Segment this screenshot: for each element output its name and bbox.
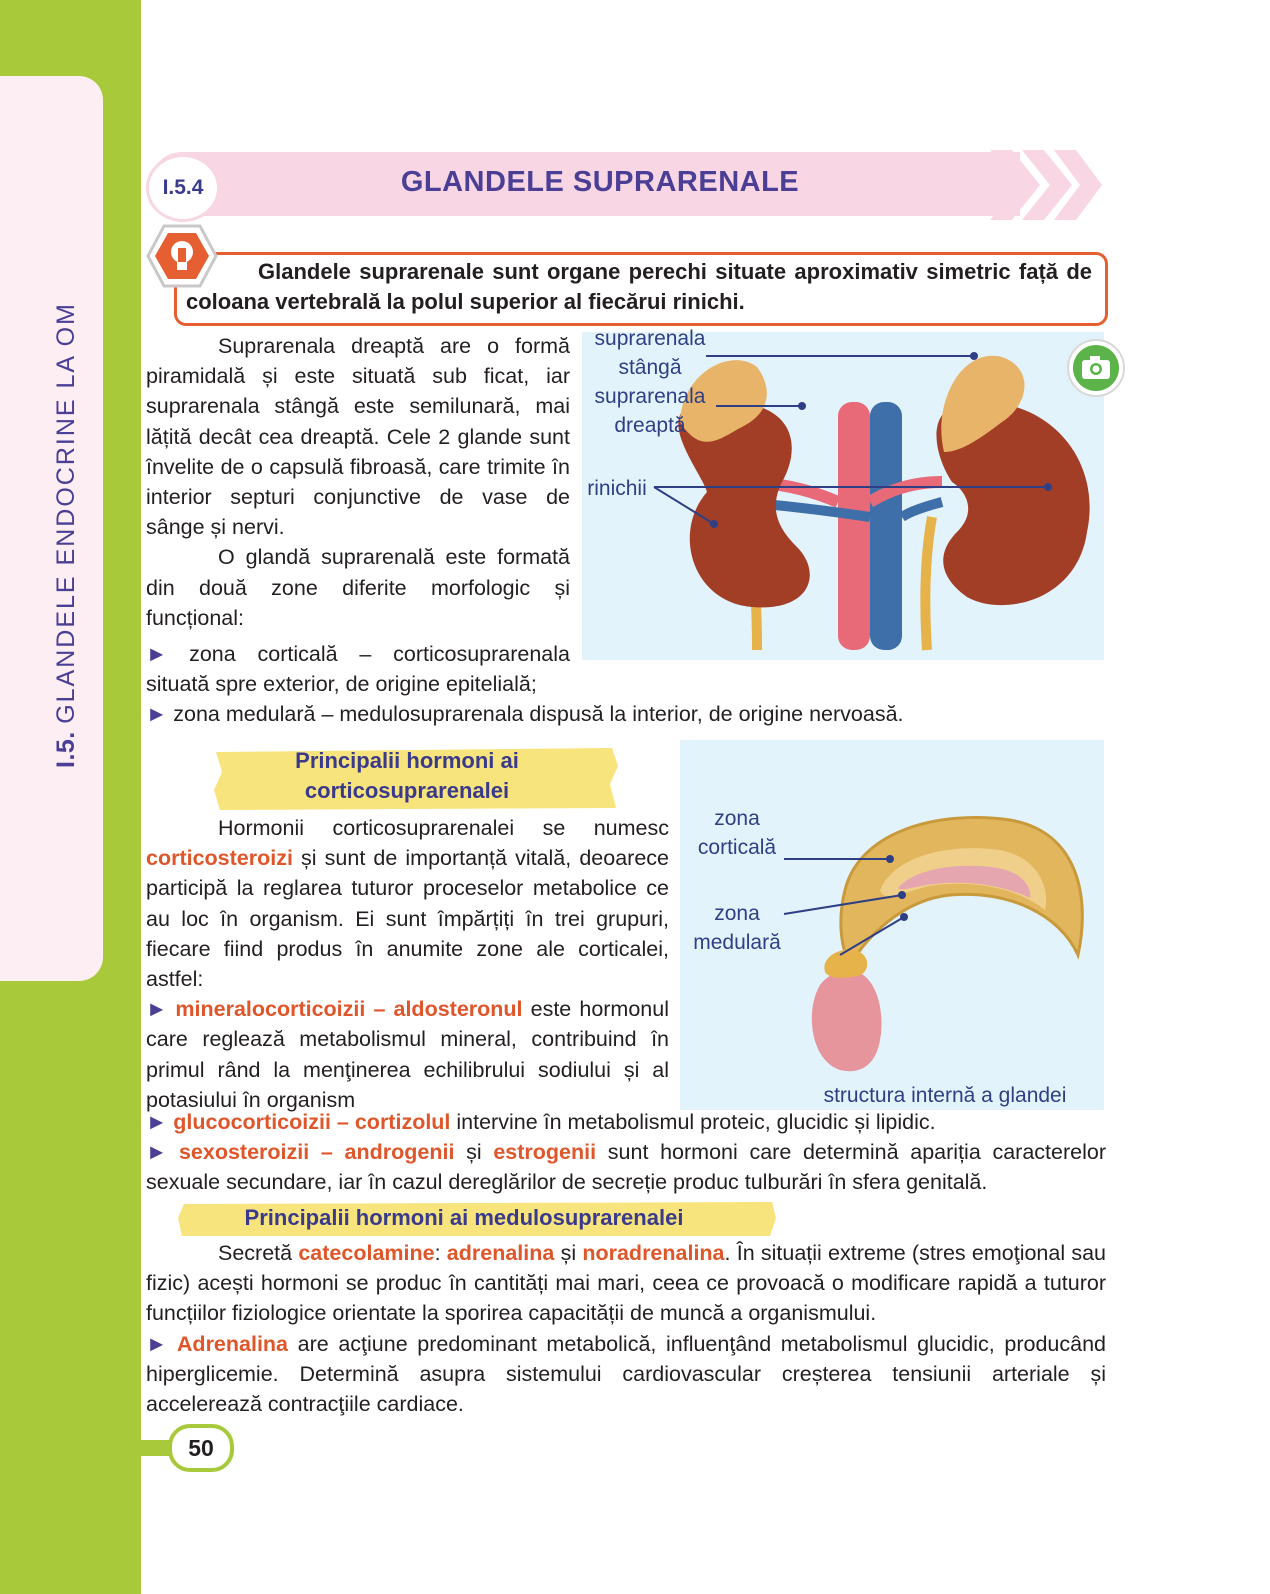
triangle-bullet-icon: ► [146, 1140, 168, 1165]
medulo-p-rest: . În situații extreme (stres emoţional sau fizic) acești hormoni se produc în cantități mai mari, ceea ce provoacă o modificare rapidă a tuturor funcțiilor fiziologice orientate la sporirea capacității de muncă a organismului. [146, 1241, 1106, 1326]
bullet-medular [146, 699, 1106, 729]
intro-text [186, 257, 1092, 317]
bullet-sexosteroizi-text: sunt hormoni care determină apariția caracterelor sexuale secundare, iar în cazul dereglărilor de secreție produc tulburări în sfera genitală. [146, 1140, 1106, 1195]
term-corticosteroizi: corticosteroizi [146, 846, 293, 871]
label-right-gland: suprarenala dreaptă [594, 385, 706, 437]
medulo-paragraph [146, 1238, 1106, 1329]
page-number: 50 [168, 1424, 234, 1472]
chapter-number: I.5. [52, 731, 80, 768]
term-glucocorticoizi: glucocorticoizii – cortizolul [173, 1110, 451, 1134]
label-zona-medulara: zona medulară [693, 902, 781, 954]
bullet-mineralocorticoizi-text: este hormonul care reglează metabolismul mineral, contribuind în primul rând la menţinerea echilibrului sodiului și al potasiului în organism [146, 997, 669, 1112]
cortico-intro-before: Hormonii corticosuprarenalei se numesc [218, 816, 669, 840]
label-kidneys: rinichii [587, 477, 647, 500]
label-left-gland: suprarenala stângă [594, 327, 706, 379]
paragraph-suprarenala: Suprarenala dreaptă are o formă piramidală și este situată sub ficat, iar suprarenala stângă este semilunară, mai lățită decât cea dreaptă. Cele 2 glande sunt învelite de o capsulă fibroasă, care trimite în interior septuri conjunctive de vase de sânge și nervi. [146, 334, 570, 540]
cortico-intro [146, 813, 669, 994]
triangle-bullet-icon: ► [146, 702, 168, 726]
page-title: GLANDELE SUPRARENALE [400, 166, 800, 198]
term-catecolamine: catecolamine [298, 1241, 435, 1265]
gland-caption: structura internă a glandei [823, 1084, 1067, 1107]
paragraph-zones: O glandă suprarenală este formată din două zone diferite morfologic și funcțional: [146, 545, 570, 630]
bullet-glucocorticoizi [146, 1107, 1106, 1137]
label-zona-corticala: zona corticală [697, 807, 777, 859]
bullet-mineralocorticoizi [146, 994, 669, 1115]
cortico-text-block-wide [146, 1107, 1106, 1198]
triangle-bullet-icon: ► [146, 642, 168, 666]
bullet-cortical-text: zona corticală – corticosuprarenala situată spre exterior, de origine epitelială; [146, 642, 570, 697]
term-noradrenalina: noradrenalina [582, 1241, 725, 1265]
kidney-figure [582, 327, 1104, 660]
chapter-title: GLANDELE ENDOCRINE LA OM [52, 302, 80, 724]
triangle-bullet-icon: ► [146, 1331, 168, 1356]
triangle-bullet-icon: ► [146, 1110, 168, 1134]
bullet-medular-text: zona medulară – medulosuprarenala dispusă la interior, de origine nervoasă. [173, 702, 904, 726]
bullet-adrenalina [146, 1329, 1106, 1420]
bullet-adrenalina-text: are acţiune predominant metabolică, influenţând metabolismul glucidic, producând hiperglicemie. Determină asupra sistemului cardiovascular creșterea tensiunii arteriale și accelerează contracţiile cardiace. [146, 1331, 1106, 1417]
medulo-heading: Principalii hormoni ai medulosuprarenalei [244, 1205, 684, 1230]
chapter-label [52, 302, 81, 768]
cortico-intro-after: și sunt de importanță vitală, deoarece participă la reglarea tuturor proceselor metabolice ce au loc în organism. Ei sunt împărțiți în trei grupuri, fiecare fiind produs în anumite zone ale corticalei, astfel: [146, 846, 669, 992]
medulo-text-block [146, 1238, 1106, 1419]
chevrons-decoration [990, 150, 1105, 220]
term-estrogenii: estrogenii [493, 1140, 597, 1165]
cortico-text-block [146, 813, 669, 1115]
conjunction: și [466, 1140, 482, 1165]
bullet-glucocorticoizi-text: intervine în metabolismul proteic, glucidic și lipidic. [456, 1110, 936, 1134]
term-adrenalina-bullet: Adrenalina [176, 1331, 289, 1356]
term-adrenalina: adrenalina [446, 1241, 555, 1265]
bullet-sexosteroizi [146, 1137, 1106, 1197]
term-sexosteroizi: sexosteroizii – androgenii [178, 1140, 455, 1165]
triangle-bullet-icon: ► [146, 997, 168, 1022]
text-block-top [146, 331, 570, 633]
conjunction: și [560, 1241, 577, 1265]
medulo-p-start: Secretă [218, 1241, 293, 1265]
gland-figure [680, 740, 1104, 1110]
intro-statement: Glandele suprarenale sunt organe perechi situate aproximativ simetric față de coloana vertebrală la polul superior al fiecărui rinichi. [186, 259, 1092, 314]
term-mineralocorticoizi: mineralocorticoizii – aldosteronul [175, 997, 523, 1022]
colon: : [434, 1241, 441, 1265]
bullet-cortical [146, 639, 570, 699]
camera-icon[interactable] [1066, 338, 1126, 398]
cortico-heading: Principalii hormoni ai corticosuprarenalei [295, 748, 519, 803]
section-number: I.5.4 [146, 154, 220, 222]
